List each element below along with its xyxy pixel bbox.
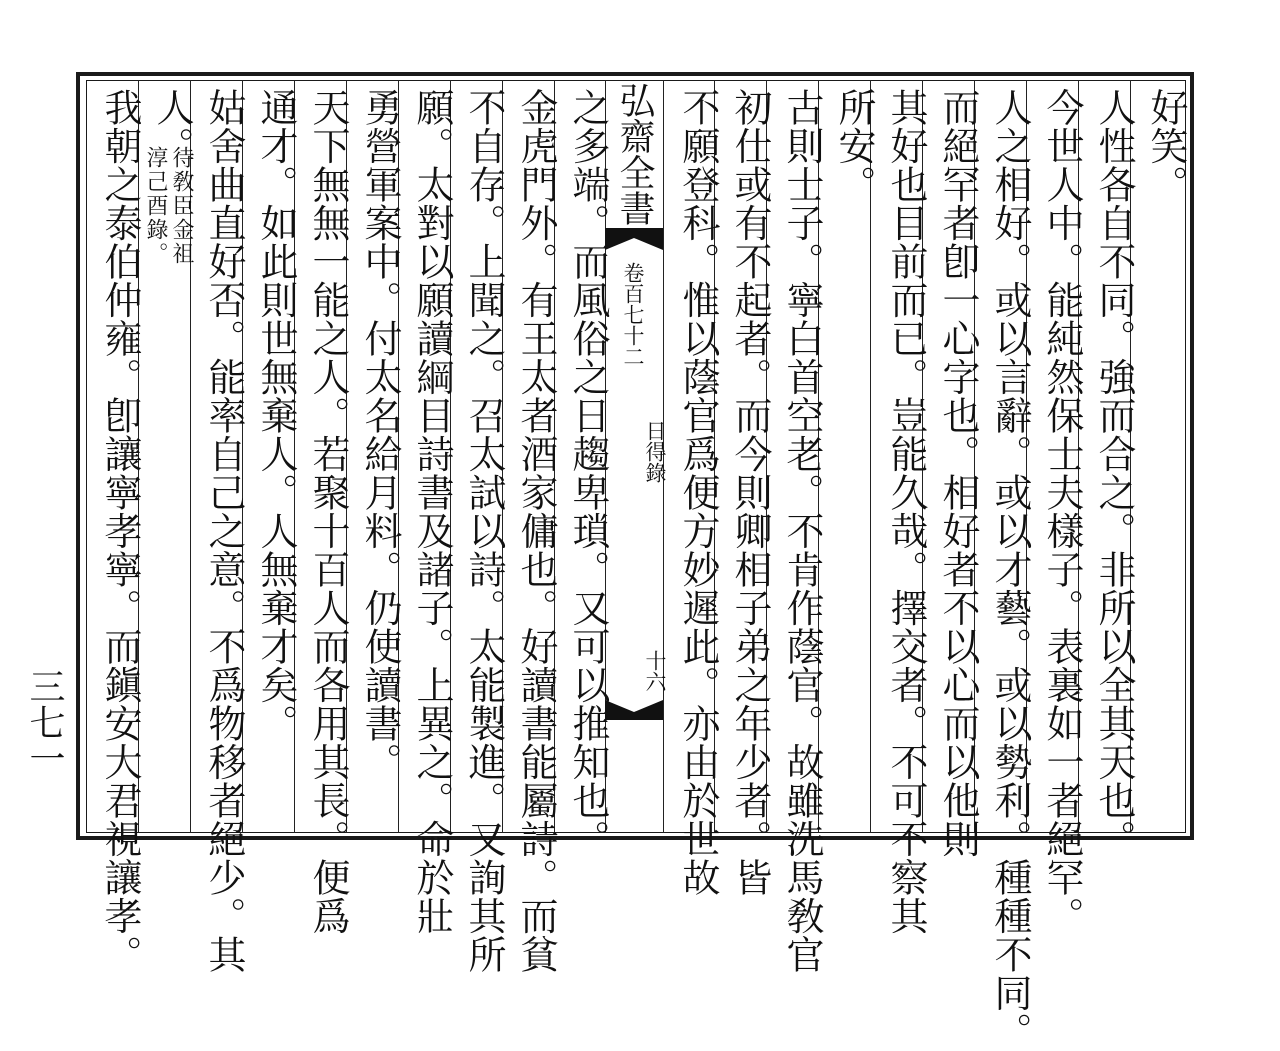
text-column: 姑舍曲直好否。能率自己之意。不爲物移者絕少。其 [202,88,246,974]
text-column: 通才。如此則世無棄人。人無棄才矣。 [254,88,298,743]
text-column: 人。 [150,88,194,165]
text-column: 天下無無一能之人。若聚十百人而各用其長。便爲 [306,88,350,935]
text-column: 古則士子。寧白首空老。不肯作蔭官。故雖洗馬敎官 [780,88,824,974]
annotation-line: 淳己酉錄。 [143,146,168,266]
page-number: 三七一 [24,668,65,776]
leaf-number: 十六 [643,650,667,692]
text-column: 所安。 [832,88,876,204]
text-column: 不願登科。惟以蔭官爲便方妙遲此。亦由於世故 [676,88,720,897]
text-column: 而絕罕者卽一心字也。相好者不以心而以他則 [936,88,980,858]
text-column: 金虎門外。有王太者酒家傭也。好讀書能屬詩。而貧 [514,88,558,974]
text-column: 勇營軍案中。付太名給月料。仍使讀書。 [358,88,402,781]
text-column: 今世人中。能純然保士夫樣子。表裏如一者絕罕。 [1040,88,1084,935]
text-column: 之多端。而風俗之日趨卑瑣。又可以推知也。 [566,88,610,858]
text-column: 好笑。 [1144,88,1188,204]
text-column: 不自存。上聞之。召太試以詩。太能製進。又詢其所 [462,88,506,974]
text-column: 初仕或有不起者。而今則卿相子弟之年少者。皆 [728,88,772,897]
text-column: 其好也目前而已。豈能久哉。擇交者。不可不察其 [884,88,928,935]
volume-label: 卷百七十二 [621,262,645,367]
text-column: 我朝之泰伯仲雍。卽讓寧孝寧。而鎭安大君視讓孝。 [98,88,142,974]
book-title: 弘齋全書 [614,82,655,226]
text-column: 人之相好。或以言辭。或以才藝。或以勢利。種種不同。 [988,88,1032,1051]
annotation-line: 待敎臣金祖 [169,146,194,266]
section-label: 日得錄 [643,420,667,483]
text-column: 人性各自不同。強而合之。非所以全其天也。 [1092,88,1136,858]
text-column: 願。太對以願讀綱目詩書及諸子。上異之。命於壯 [410,88,454,935]
